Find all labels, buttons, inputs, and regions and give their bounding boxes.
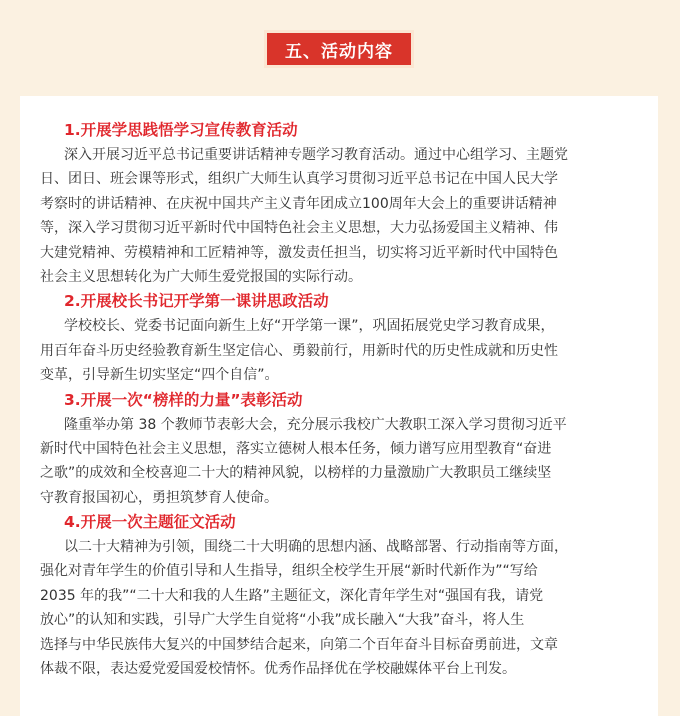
paragraph-line: 考察时的讲话精神、在庆祝中国共产主义青年团成立100周年大会上的重要讲话精神 [40, 195, 557, 212]
paragraph-line: 选择与中华民族伟大复兴的中国梦结合起来，向第二个百年奋斗目标奋勇前进，文章 [40, 636, 558, 653]
article-content [40, 118, 644, 681]
paragraph-line: 等，深入学习贯彻习近平新时代中国特色社会主义思想，大力弘扬爱国主义精神、伟 [40, 220, 558, 237]
section-heading-badge: 五、活动内容 [264, 30, 414, 68]
paragraph-line: 之歌”的成效和全校喜迎二十大的精神风貌，以榜样的力量激励广大教职员工继续坚 [40, 465, 552, 482]
section-title-2: 2.开展校长书记开学第一课讲思政活动 [64, 292, 329, 311]
paragraph-line: 社会主义思想转化为广大师生爱党报国的实际行动。 [40, 268, 362, 285]
section-title-4: 4.开展一次主题征文活动 [64, 513, 236, 532]
section-paragraph-4 [40, 535, 644, 681]
paragraph-line: 变革，引导新生切实坚定“四个自信”。 [40, 367, 279, 384]
section-paragraph-2 [40, 314, 644, 387]
paragraph-line: 守教育报国初心，勇担筑梦育人使命。 [40, 489, 278, 506]
paragraph-line: 学校校长、党委书记面向新生上好“开学第一课”，巩固拓展党史学习教育成果， [64, 318, 555, 335]
paragraph-line: 新时代中国特色社会主义思想，落实立德树人根本任务，倾力谱写应用型教育“奋进 [40, 440, 552, 457]
section-title-1: 1.开展学思践悟学习宣传教育活动 [64, 121, 298, 139]
paragraph-line: 深入开展习近平总书记重要讲话精神专题学习教育活动。通过中心组学习、主题党 [64, 147, 568, 163]
paragraph-line: 强化对青年学生的价值引导和人生指导，组织全校学生开展“新时代新作为”“写给 [40, 563, 538, 580]
paragraph-line: 用百年奋斗历史经验教育新生坚定信心、勇毅前行，用新时代的历史性成就和历史性 [40, 342, 558, 359]
paragraph-line: 2035 年的我”“二十大和我的人生路”主题征文，深化青年学生对“强国有我，请党 [40, 587, 544, 604]
paragraph-line: 以二十大精神为引领，围绕二十大明确的思想内涵、战略部署、行动指南等方面， [64, 539, 568, 556]
paragraph-line: 日、团日、班会课等形式，组织广大师生认真学习贯彻习近平总书记在中国人民大学 [40, 171, 558, 188]
paragraph-line: 放心”的认知和实践，引导广大学生自觉将“小我”成长融入“大我”奋斗，将人生 [40, 612, 525, 629]
section-paragraph-1 [40, 143, 644, 289]
paragraph-line: 大建党精神、劳模精神和工匠精神等，激发责任担当，切实将习近平新时代中国特色 [40, 244, 558, 261]
paragraph-line: 体裁不限，表达爱党爱国爱校情怀。优秀作品择优在学校融媒体平台上刊发。 [40, 661, 516, 678]
section-title-3: 3.开展一次“榜样的力量”表彰活动 [64, 390, 303, 409]
section-paragraph-3 [40, 413, 644, 511]
header [0, 0, 680, 96]
paragraph-line: 隆重举办第 38 个教师节表彰大会，充分展示我校广大教职工深入学习贯彻习近平 [64, 416, 567, 433]
